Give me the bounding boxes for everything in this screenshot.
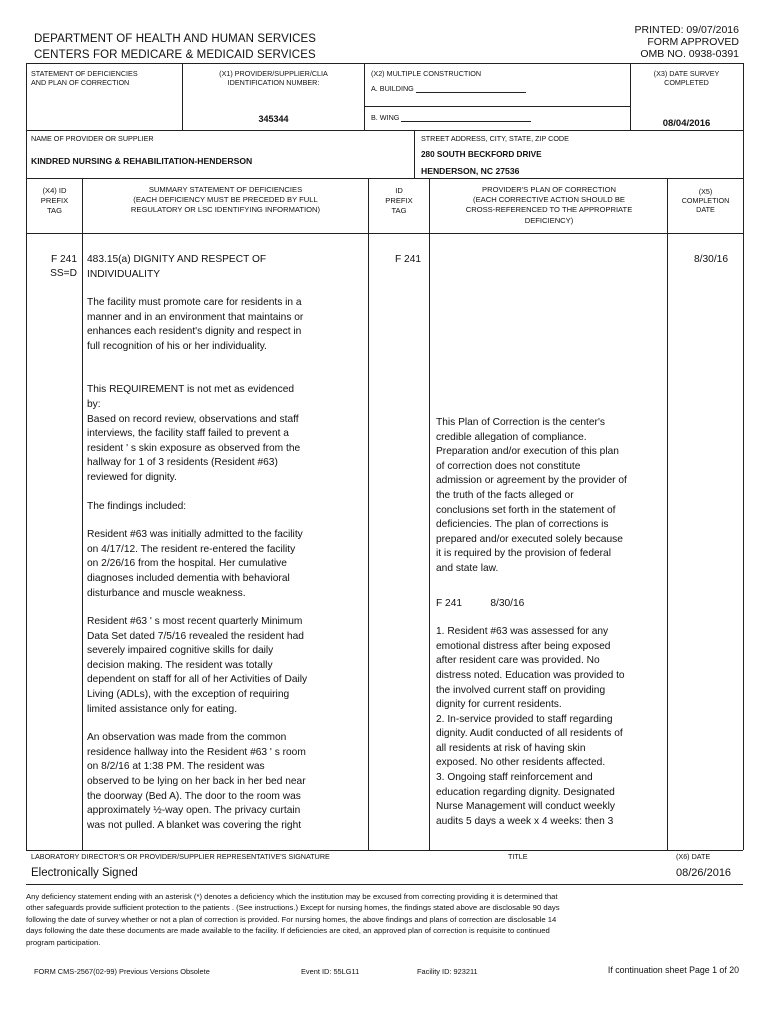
title-label: TITLE xyxy=(508,852,528,861)
plan-paragraph-3: 1. Resident #63 was assessed for any emotional distress after being exposed after resident care was provided. No distress noted. Education was provided to the involved current staff on providing dignity for current residents. 2. In-service provided to staff regarding dignity. Audit conducted of all residents of all residents at risk of having skin exposed. No other residents affected. 3. Ongoing staff reinforcement and education regarding dignity. Designated Nurse Management will conduct weekly audits 5 days a week x 4 weeks: then 3 xyxy=(436,626,625,827)
id-prefix-column-header: ID PREFIX TAG xyxy=(385,186,413,216)
address-label: STREET ADDRESS, CITY, STATE, ZIP CODE xyxy=(421,134,569,143)
summary-paragraph-6: An observation was made from the common residence hallway into the Resident #63 ' s room on 8/2/16 at 1:38 PM. The resident was observed to be lying on her back in her bed near the doorway (Bed A). The door to the room was approximately ½-way open. The privacy curtain was not pulled. A blanket was covering the right xyxy=(87,732,306,831)
plan-paragraph-2: F 241 8/30/16 xyxy=(436,597,525,609)
signature-date: 08/26/2016 xyxy=(676,867,732,879)
summary-paragraph-3: The findings included: xyxy=(87,500,187,512)
summary-paragraph-1: The facility must promote care for residents in a manner and in an environment that maintains or enhances each resident's dignity and respect in full recognition of his or her individuality. xyxy=(87,297,304,352)
wing-blank xyxy=(401,113,531,122)
provider-id-number: 345344 xyxy=(258,114,289,124)
plan-of-correction xyxy=(436,416,666,829)
building-line xyxy=(371,84,526,93)
summary-column-header: SUMMARY STATEMENT OF DEFICIENCIES (EACH DEFICIENCY MUST BE PRECEDED BY FULL REGULATORY OR LSC IDENTIFYING INFORMATION) xyxy=(130,185,321,215)
signature-value: Electronically Signed xyxy=(31,867,138,879)
summary-paragraph-2: This REQUIREMENT is not met as evidenced by: Based on record review, observations and staff interviews, the facility staff failed to prevent a resident ' s skin exposure as observed from the hallway for 1 of 3 residents (Resident #63) reviewed for dignity. xyxy=(87,384,301,483)
building-blank xyxy=(416,84,526,93)
summary-statement xyxy=(87,296,367,833)
printed-date: PRINTED: 09/07/2016 xyxy=(634,24,739,36)
wing-line xyxy=(371,113,531,122)
plan-column-header: PROVIDER'S PLAN OF CORRECTION (EACH CORRECTIVE ACTION SHOULD BE CROSS-REFERENCED TO THE APPROPRIATE DEFICIENCY) xyxy=(465,185,633,225)
plan-paragraph-1: This Plan of Correction is the center's credible allegation of compliance. Preparation and/or execution of this plan of correction does not constitute admission or agreement by the provider of the truth of the facts alleged or conclusions set forth in the statement of deficiencies. The plan of corrections is prepared and/or executed solely because it is required by the provision of federal and state law. xyxy=(436,417,627,574)
page-indicator: If continuation sheet Page 1 of 20 xyxy=(607,965,739,975)
deficiency-title: 483.15(a) DIGNITY AND RESPECT OF INDIVIDUALITY xyxy=(87,254,267,280)
deficiency-tag: F 241 xyxy=(50,254,77,265)
provider-name: KINDRED NURSING & REHABILITATION-HENDERSON xyxy=(31,156,253,166)
address-line-1: 280 SOUTH BECKFORD DRIVE xyxy=(421,150,542,159)
address-line-2: HENDERSON, NC 27536 xyxy=(421,166,520,176)
building-label: A. BUILDING xyxy=(371,84,414,93)
wing-label: B. WING xyxy=(371,113,400,122)
x3-label: (X3) DATE SURVEY COMPLETED xyxy=(653,69,720,87)
summary-paragraph-4: Resident #63 was initially admitted to the facility on 4/17/12. The resident re-entered the facility on 2/26/16 from the hospital. Her cumulative diagnoses included dementia with behavioral disturbance and muscle weakness. xyxy=(87,529,303,599)
agency-name: CENTERS FOR MEDICARE & MEDICAID SERVICES xyxy=(34,49,316,61)
department-name: DEPARTMENT OF HEALTH AND HUMAN SERVICES xyxy=(34,33,317,45)
statement-label: STATEMENT OF DEFICIENCIES AND PLAN OF CORRECTION xyxy=(31,69,138,87)
x5-column-header: (X5) COMPLETION DATE xyxy=(681,187,730,214)
omb-number: OMB NO. 0938-0391 xyxy=(640,48,739,60)
form-meta xyxy=(635,24,739,60)
survey-completed-date: 08/04/2016 xyxy=(662,118,711,129)
completion-date: 8/30/16 xyxy=(694,254,728,265)
x4-column-header: (X4) ID PREFIX TAG xyxy=(40,186,69,216)
signature-label: LABORATORY DIRECTOR'S OR PROVIDER/SUPPLIER REPRESENTATIVE'S SIGNATURE xyxy=(31,852,330,861)
event-id: Event ID: 55LG11 xyxy=(301,967,360,976)
provider-name-label: NAME OF PROVIDER OR SUPPLIER xyxy=(31,134,154,143)
plan-tag: F 241 xyxy=(395,254,422,265)
form-approved: FORM APPROVED xyxy=(647,36,739,48)
severity-scope: SS=D xyxy=(50,268,77,279)
summary-paragraph-5: Resident #63 ' s most recent quarterly Minimum Data Set dated 7/5/16 revealed the resident had severely impaired cognitive skills for daily decision making. The resident was totally dependent on staff for all of her Activities of Daily Living (ADLs), with the exception of requiring limited assistance only for eating. xyxy=(87,616,308,715)
facility-id: Facility ID: 923211 xyxy=(417,967,478,976)
x2-label: (X2) MULTIPLE CONSTRUCTION xyxy=(371,69,482,78)
date-label: (X6) DATE xyxy=(676,852,711,861)
x1-label: (X1) PROVIDER/SUPPLIER/CLIA IDENTIFICATION NUMBER: xyxy=(219,69,328,87)
form-number: FORM CMS-2567(02-99) Previous Versions Obsolete xyxy=(34,967,210,976)
disclosure-footnote: Any deficiency statement ending with an asterisk (*) denotes a deficiency which the institution may be excused from correcting providing it is determined that other safeguards provide sufficient protection to the patients . (See instructions.) Except for nursing homes, the findings stated above are disclosable 90 days following the date of survey whether or not a plan of correction is provided. For nursing homes, the above findings and plans of correction are disclosable 14 days following the date these documents are made available to the facility. If deficiencies are cited, an approved plan of correction is requisite to continued program participation. xyxy=(26,892,560,947)
